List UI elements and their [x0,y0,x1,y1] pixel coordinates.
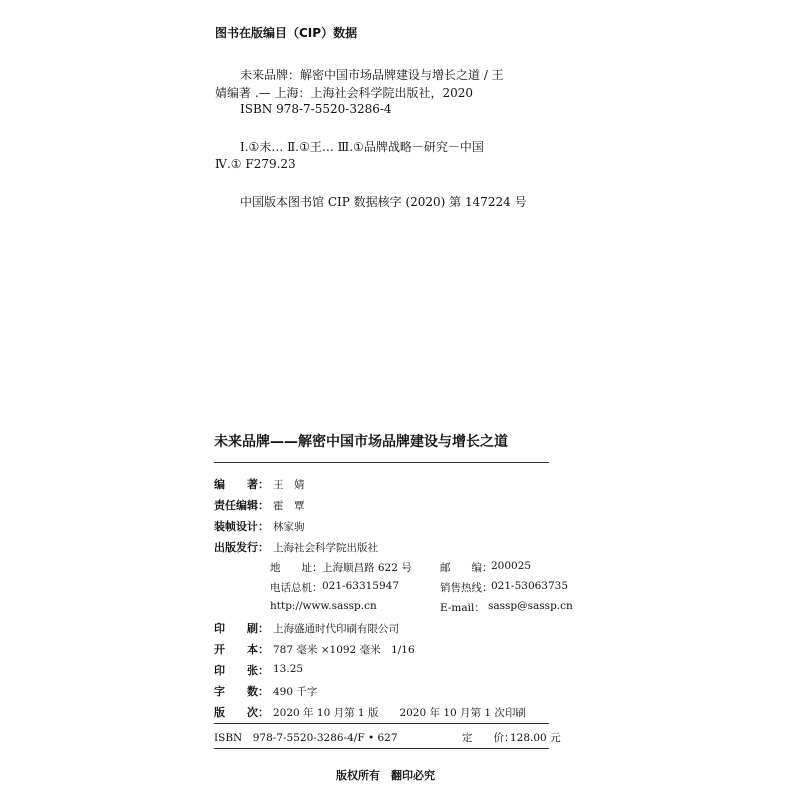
publisher-label: 出版发行： [214,541,269,554]
postcode-label: 邮 编： [440,562,493,574]
author-label: 编 著： [214,478,269,491]
printer-label: 印 刷： [214,622,269,635]
price-label: 定 价： [462,732,515,744]
address-value: 上海顺昌路 622 号 [322,562,412,574]
price-value: 128.00 元 [510,732,561,744]
isbn-code: ISBN 978-7-5520-3286-4/F • 627 [214,732,398,744]
cip-isbn: ISBN 978-7-5520-3286-4 [240,102,392,116]
cip-record-number: 中国版本图书馆 CIP 数据核字 (2020) 第 147224 号 [240,195,527,209]
author-value: 王 婧 [273,479,305,491]
email-label: E-mail： [440,602,485,614]
phone-label: 电话总机： [270,582,323,594]
designer-label: 装帧设计： [214,520,269,533]
cip-line-1: 未来品牌：解密中国市场品牌建设与增长之道 / 王 [240,68,504,82]
sheets-value: 13.25 [273,663,304,675]
sales-label: 销售热线： [440,582,493,594]
email-value: sassp@sassp.cn [488,600,573,612]
edition-value: 2020 年 10 月第 1 版 2020 年 10 月第 1 次印刷 [273,707,526,719]
format-value: 787 毫米 ×1092 毫米 1/16 [273,644,415,656]
cip-title: 图书在版编目（CIP）数据 [215,26,358,40]
editor-value: 霍 覃 [273,500,305,512]
cip-classification-1: Ⅰ.①未… Ⅱ.①王… Ⅲ.①品牌战略－研究－中国 [240,140,484,154]
cip-classification-2: Ⅳ.① F279.23 [215,157,296,171]
title-rule [214,462,549,463]
words-label: 字 数： [214,685,269,698]
cip-line-2: 婧编著 .— 上海：上海社会科学院出版社，2020 [215,86,473,100]
postcode-value: 200025 [491,560,532,572]
address-label: 地 址： [270,562,323,574]
sheets-label: 印 张： [214,664,269,677]
designer-value: 林家驹 [273,521,305,533]
isbn-bottom-rule [214,748,549,749]
sales-value: 021-53063735 [491,580,569,592]
website-link: http://www.sassp.cn [270,600,377,612]
edition-label: 版 次： [214,706,269,719]
printer-value: 上海盛通时代印刷有限公司 [273,623,399,635]
format-label: 开 本： [214,643,269,656]
isbn-top-rule [214,723,549,724]
publisher-value: 上海社会科学院出版社 [273,542,378,554]
phone-value: 021-63315947 [322,580,400,592]
words-value: 490 千字 [273,686,318,698]
editor-label: 责任编辑： [214,499,269,512]
book-title: 未来品牌——解密中国市场品牌建设与增长之道 [214,434,508,450]
copyright-notice: 版权所有 翻印必究 [336,769,435,782]
